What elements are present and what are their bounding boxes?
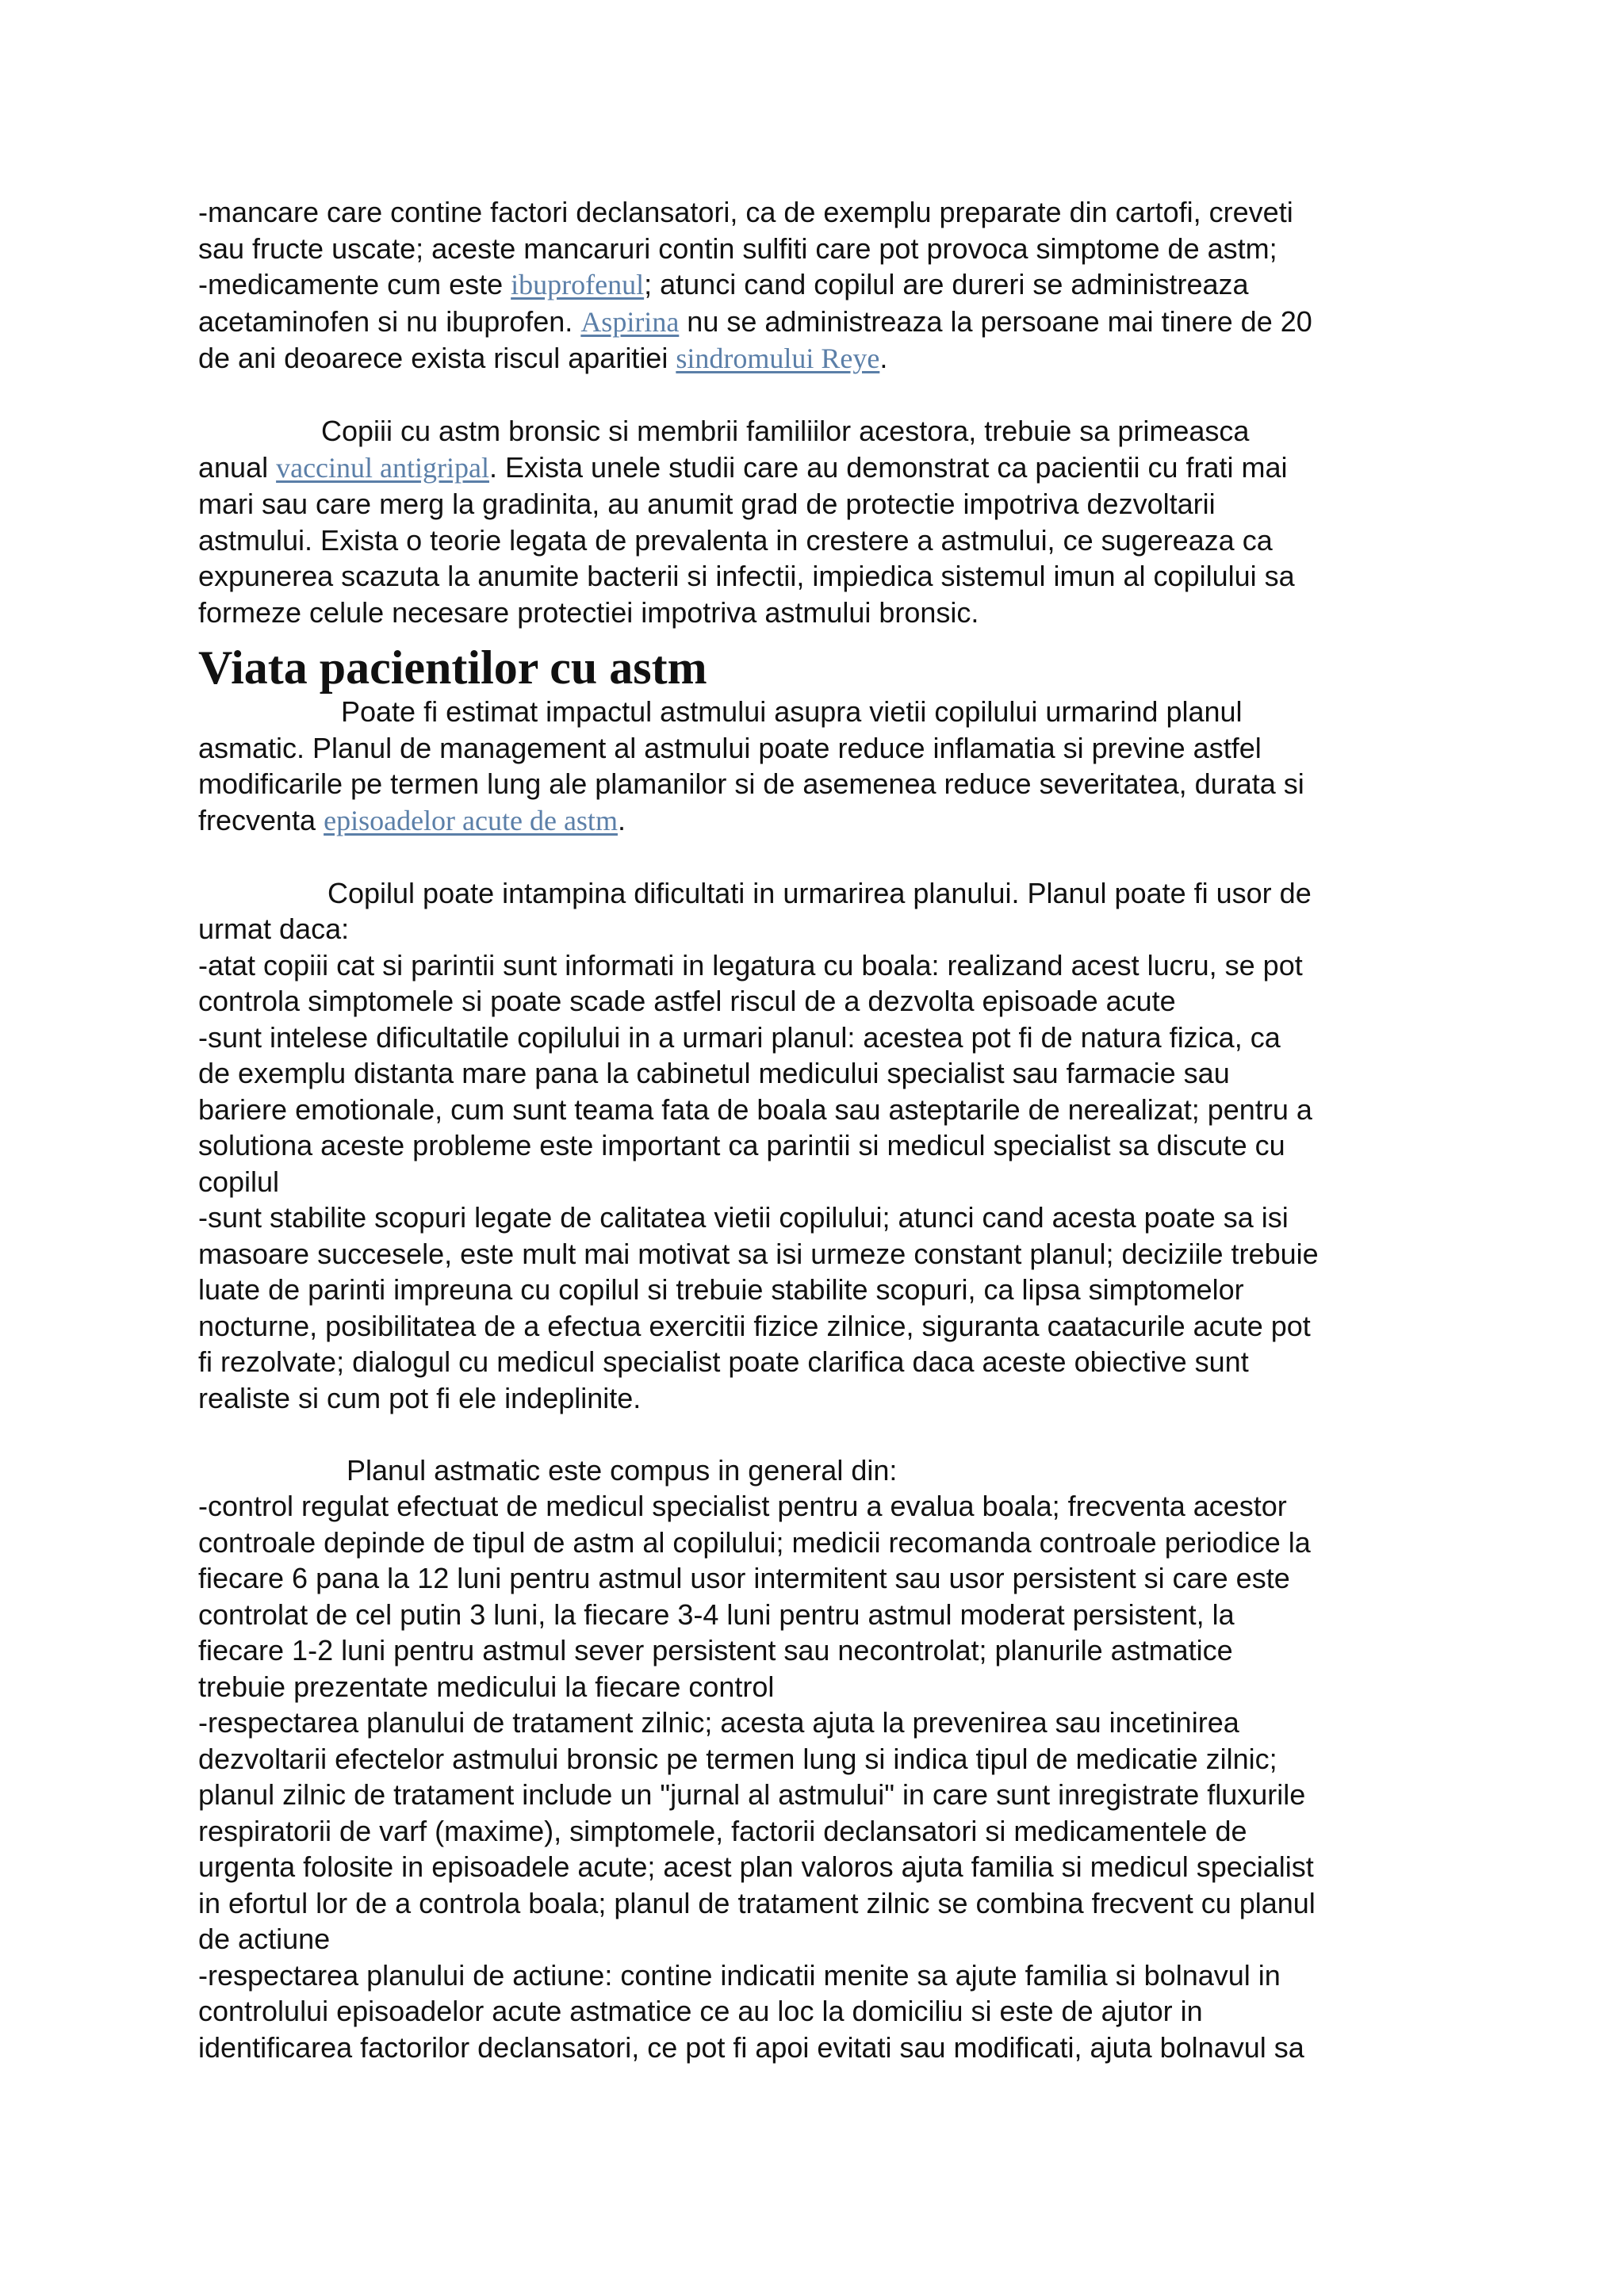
text-line: in efortul lor de a controla boala; planul de tratament zilnic se combina frecvent cu planul: [198, 1886, 1316, 1919]
paragraph-triggers: [198, 194, 1435, 377]
text-line: sau fructe uscate; aceste mancaruri contin sulfiti care pot provoca simptome de astm;: [198, 232, 1277, 265]
text-run: .: [617, 803, 626, 836]
text-run: -medicamente cum este: [198, 268, 511, 300]
text-line: identificarea factorilor declansatori, ce pot fi apoi evitati sau modificati, ajuta bolnavul sa: [198, 2030, 1304, 2064]
text-run: .: [879, 342, 888, 374]
text-run: . Exista unele studii care au demonstrat ca pacientii cu frati mai: [489, 450, 1288, 484]
text-run: acetaminofen si nu ibuprofen.: [198, 304, 581, 338]
text-line: -sunt intelese dificultatile copilului in a urmari planul: acestea pot fi de natura fizica, ca: [198, 1020, 1281, 1054]
text-line: urmat daca:: [198, 913, 350, 945]
text-line: Copiii cu astm bronsic si membrii familiilor acestora, trebuie sa primeasca: [321, 415, 1250, 447]
text-line: Poate fi estimat impactul astmului asupra vietii copilului urmarind planul: [341, 695, 1243, 728]
text-line: -respectarea planului de tratament zilnic; acesta ajuta la prevenirea sau incetinirea: [198, 1706, 1239, 1739]
text-line: de exemplu distanta mare pana la cabinetul medicului specialist sau farmacie sau: [198, 1057, 1230, 1089]
link-sindromul-reye[interactable]: sindromului Reye: [676, 342, 880, 374]
link-ibuprofen[interactable]: ibuprofenul: [511, 269, 645, 300]
text-line: [198, 304, 1435, 341]
text-line: de actiune: [198, 1923, 331, 1955]
text-line: bariere emotionale, cum sunt teama fata de boala sau asteptarile de nerealizat; pentru a: [198, 1093, 1312, 1126]
text-run: frecventa: [198, 803, 324, 836]
paragraph-plan-components: [198, 1452, 1435, 2066]
paragraph-vaccine: [198, 413, 1435, 630]
paragraph-difficulties: [198, 875, 1435, 1417]
text-line: -atat copiii cat si parintii sunt informati in legatura cu boala: realizand acest lucru, se pot: [198, 948, 1303, 982]
text-line: expunerea scazuta la anumite bacterii si infectii, impiedica sistemul imun al copilului sa: [198, 560, 1295, 592]
text-line: nocturne, posibilitatea de a efectua exercitii fizice zilnice, siguranta caatacurile acute pot: [198, 1309, 1311, 1342]
section-heading: Viata pacientilor cu astm: [198, 641, 707, 694]
document-page: [198, 194, 1435, 2065]
text-line: trebuie prezentate medicului la fiecare control: [198, 1670, 775, 1703]
text-line: -respectarea planului de actiune: contine indicatii menite sa ajute familia si bolnavul in: [198, 1958, 1281, 1992]
text-line: Copilul poate intampina dificultati in urmarirea planului. Planul poate fi usor de: [327, 876, 1312, 909]
text-line: fiecare 1-2 luni pentru astmul sever persistent sau necontrolat; planurile astmatice: [198, 1634, 1233, 1667]
text-line: formeze celule necesare protectiei impotriva astmului bronsic.: [198, 595, 979, 629]
text-line: masoare succesele, este mult mai motivat sa isi urmeze constant planul; deciziile trebuie: [198, 1237, 1319, 1270]
text-line: solutiona aceste probleme este important ca parintii si medicul specialist sa discute cu: [198, 1129, 1285, 1161]
text-run: anual: [198, 450, 277, 484]
text-line: [198, 340, 1435, 377]
text-line: controale depinde de tipul de astm al copilului; medicii recomanda controale periodice la: [198, 1525, 1311, 1559]
text-line: dezvoltarii efectelor astmului bronsic pe termen lung si indica tipul de medicatie zilnic;: [198, 1742, 1277, 1775]
text-line: respiratorii de varf (maxime), simptomele, factorii declansatori si medicamentele de: [198, 1814, 1247, 1847]
text-line: modificarile pe termen lung ale plamanilor si de asemenea reduce severitatea, durata si: [198, 767, 1304, 800]
text-line: controla simptomele si poate scade astfel riscul de a dezvolta episoade acute: [198, 985, 1176, 1017]
text-line: [198, 266, 1435, 304]
link-vaccinul-antigripal[interactable]: vaccinul antigripal: [276, 451, 489, 484]
text-line: [198, 802, 1435, 840]
text-line: mari sau care merg la gradinita, au anumit grad de protectie impotriva dezvoltarii: [198, 488, 1216, 520]
paragraph-impact: [198, 694, 1435, 839]
text-run: de ani deoarece exista riscul aparitiei: [198, 342, 676, 374]
text-run: nu se administreaza la persoane mai tinere de 20: [679, 304, 1312, 338]
text-line: luate de parinti impreuna cu copilul si trebuie stabilite scopuri, ca lipsa simptomelor: [198, 1273, 1244, 1306]
text-line: -sunt stabilite scopuri legate de calitatea vietii copilului; atunci cand acesta poate sa isi: [198, 1201, 1289, 1234]
text-line: copilul: [198, 1165, 280, 1198]
paragraph-gap: [198, 839, 1435, 875]
text-line: controlat de cel putin 3 luni, la fiecare 3-4 luni pentru astmul moderat persistent, la: [198, 1598, 1235, 1631]
text-run: ; atunci cand copilul are dureri se administreaza: [644, 268, 1249, 300]
text-line: fi rezolvate; dialogul cu medicul specialist poate clarifica daca aceste obiective sunt: [198, 1345, 1249, 1378]
text-line: controlului episoadelor acute astmatice ce au loc la domiciliu si este de ajutor in: [198, 1995, 1203, 2027]
paragraph-gap: [198, 1416, 1435, 1452]
text-line: [198, 450, 1435, 487]
link-episoadelor-acute[interactable]: episoadelor acute de astm: [324, 804, 618, 836]
paragraph-gap: [198, 377, 1435, 414]
text-line: realiste si cum pot fi ele indeplinite.: [198, 1381, 642, 1414]
text-line: astmului. Exista o teorie legata de prevalenta in crestere a astmului, ce sugereaza ca: [198, 523, 1273, 557]
text-line: planul zilnic de tratament include un "jurnal al astmului" in care sunt inregistrate fluxurile: [198, 1778, 1306, 1811]
text-line: -control regulat efectuat de medicul specialist pentru a evalua boala; frecventa acestor: [198, 1490, 1287, 1522]
text-line: Planul astmatic este compus in general din:: [347, 1453, 898, 1487]
text-line: fiecare 6 pana la 12 luni pentru astmul usor intermitent sau usor persistent si care este: [198, 1562, 1290, 1594]
text-line: -mancare care contine factori declansatori, ca de exemplu preparate din cartofi, creveti: [198, 196, 1293, 228]
text-line: asmatic. Planul de management al astmului poate reduce inflamatia si previne astfel: [198, 731, 1262, 764]
text-line: urgenta folosite in episoadele acute; acest plan valoros ajuta familia si medicul specialist: [198, 1850, 1314, 1883]
link-aspirina[interactable]: Aspirina: [580, 305, 680, 338]
